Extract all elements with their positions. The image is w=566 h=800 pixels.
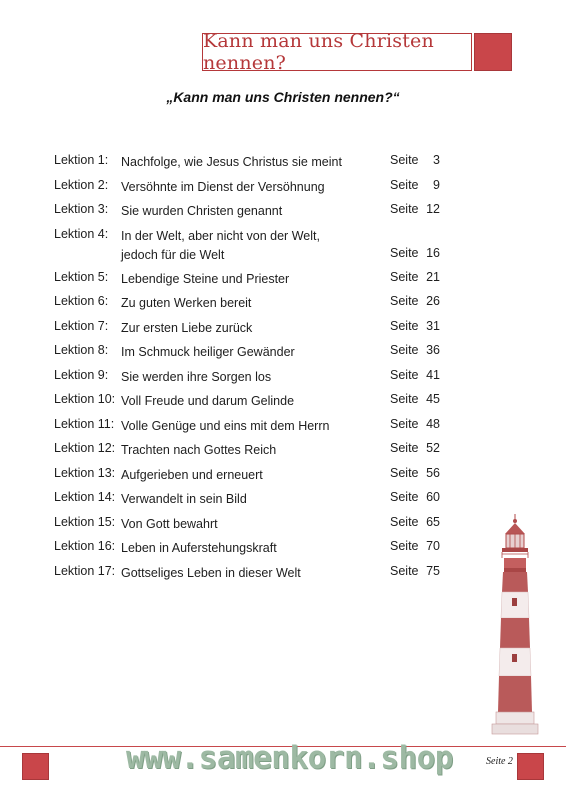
toc-page-label: Seite <box>390 490 419 504</box>
toc-lesson-label: Lektion 15: <box>54 514 116 529</box>
toc-lesson-title-line: Sie werden ihre Sorgen los <box>121 369 272 384</box>
toc-lesson-title-line: In der Welt, aber nicht von der Welt, <box>121 228 320 243</box>
toc-lesson-label: Lektion 4: <box>54 226 109 241</box>
toc-row <box>54 490 454 515</box>
toc-lesson-title <box>121 441 276 460</box>
toc-row <box>54 564 454 589</box>
site-url[interactable]: www.samenkorn.shop <box>126 740 453 776</box>
toc-page-number: 21 <box>426 269 440 284</box>
toc-lesson-label: Lektion 3: <box>54 202 109 216</box>
toc-lesson-title-line: Volle Genüge und eins mit dem Herrn <box>121 418 330 433</box>
toc-lesson-title <box>121 417 329 436</box>
toc-row <box>54 417 454 442</box>
toc-page-number: 45 <box>426 392 440 406</box>
toc-page-number: 41 <box>426 367 440 382</box>
toc-page-ref <box>390 417 440 431</box>
toc-page-label: Seite <box>390 465 419 480</box>
toc-lesson-title-line: Nachfolge, wie Jesus Christus sie meint <box>121 155 342 169</box>
toc-page-number: 65 <box>426 514 440 529</box>
toc-lesson-title-line: Verwandelt in sein Bild <box>121 492 247 506</box>
toc-lesson-label: Lektion 17: <box>54 563 116 578</box>
toc-lesson-title <box>121 564 301 583</box>
toc-row <box>54 153 454 178</box>
toc-page-number: 48 <box>426 416 440 431</box>
document-title: „Kann man uns Christen nennen?“ <box>166 89 400 105</box>
toc-lesson-title-line: Aufgerieben und erneuert <box>121 467 263 482</box>
toc-row <box>54 515 454 540</box>
toc-row <box>54 178 454 203</box>
toc-page-number: 3 <box>433 153 440 167</box>
toc-row <box>54 343 454 368</box>
toc-row <box>54 294 454 319</box>
header-title: Kann man uns Christen nennen? <box>203 30 434 74</box>
toc-row <box>54 227 454 270</box>
toc-lesson-title <box>121 178 325 197</box>
toc-page-label: Seite <box>390 269 419 284</box>
toc-page-number: 12 <box>426 202 440 216</box>
toc-page-label: Seite <box>390 392 419 406</box>
toc-row <box>54 368 454 393</box>
toc-page-ref <box>390 441 440 455</box>
header-title-box <box>202 30 472 74</box>
header-accent-square <box>474 33 512 71</box>
page-number: Seite 2 <box>486 756 513 767</box>
toc-page-label: Seite <box>390 441 419 455</box>
toc-lesson-title-line: Von Gott bewahrt <box>121 516 218 531</box>
toc-lesson-title <box>121 153 342 172</box>
toc-lesson-title <box>121 392 294 411</box>
toc-page-number: 75 <box>426 563 440 578</box>
toc-row <box>54 441 454 466</box>
footer-accent-square-left <box>22 753 49 780</box>
toc-page-number: 36 <box>426 343 440 357</box>
toc-lesson-title-line: Im Schmuck heiliger Gewänder <box>121 345 295 359</box>
toc-page-ref <box>390 368 440 382</box>
toc-page-ref <box>390 319 440 333</box>
toc-page-label: Seite <box>390 202 419 216</box>
toc-page-label: Seite <box>390 367 419 382</box>
toc-lesson-label: Lektion 10: <box>54 392 116 406</box>
toc-lesson-title-line: Versöhnte im Dienst der Versöhnung <box>121 179 325 194</box>
toc-lesson-label: Lektion 8: <box>54 343 109 357</box>
toc-page-label: Seite <box>390 318 419 333</box>
toc-lesson-title-line: Leben in Auferstehungskraft <box>121 541 277 555</box>
toc-page-ref <box>390 246 440 260</box>
toc-lesson-title <box>121 319 252 338</box>
toc-page-label: Seite <box>390 539 419 553</box>
toc-row <box>54 202 454 227</box>
toc-lesson-title-line: jedoch für die Welt <box>121 247 225 262</box>
toc-page-number: 31 <box>426 318 440 333</box>
toc-lesson-title-line: Voll Freude und darum Gelinde <box>121 394 295 408</box>
toc-page-ref <box>390 515 440 529</box>
toc-lesson-title <box>121 343 295 362</box>
toc-page-ref <box>390 392 440 406</box>
toc-row <box>54 466 454 491</box>
toc-lesson-label: Lektion 7: <box>54 318 109 333</box>
toc-lesson-label: Lektion 13: <box>54 465 116 480</box>
toc-lesson-title <box>121 515 218 534</box>
toc-page-label: Seite <box>390 245 419 260</box>
toc-lesson-label: Lektion 6: <box>54 294 109 308</box>
toc-lesson-title-line: Gottseliges Leben in dieser Welt <box>121 565 301 580</box>
toc-page-ref <box>390 564 440 578</box>
toc-row <box>54 539 454 564</box>
toc-lesson-title <box>121 294 251 313</box>
toc-page-label: Seite <box>390 153 419 167</box>
toc-page-ref <box>390 343 440 357</box>
toc-row <box>54 392 454 417</box>
toc-page-number: 9 <box>433 177 440 192</box>
toc-page-number: 16 <box>426 245 440 260</box>
toc-page-ref <box>390 153 440 167</box>
toc-lesson-label: Lektion 12: <box>54 441 116 455</box>
toc-page-ref <box>390 270 440 284</box>
toc-lesson-title-line: Zur ersten Liebe zurück <box>121 320 253 335</box>
toc-lesson-label: Lektion 16: <box>54 539 116 553</box>
toc-lesson-title <box>121 227 320 265</box>
toc-lesson-title <box>121 466 263 485</box>
toc-lesson-label: Lektion 1: <box>54 153 109 167</box>
toc-lesson-title <box>121 202 282 221</box>
table-of-contents <box>54 153 454 588</box>
lighthouse-icon <box>488 514 542 740</box>
toc-page-label: Seite <box>390 416 419 431</box>
toc-row <box>54 270 454 295</box>
toc-page-ref <box>390 539 440 553</box>
toc-page-label: Seite <box>390 343 419 357</box>
toc-lesson-title-line: Sie wurden Christen genannt <box>121 204 283 218</box>
toc-page-ref <box>390 490 440 504</box>
toc-lesson-title <box>121 539 277 558</box>
toc-page-number: 56 <box>426 465 440 480</box>
toc-page-ref <box>390 294 440 308</box>
toc-page-label: Seite <box>390 294 419 308</box>
toc-page-ref <box>390 202 440 216</box>
toc-page-label: Seite <box>390 177 419 192</box>
toc-page-number: 60 <box>426 490 440 504</box>
toc-lesson-title-line: Lebendige Steine und Priester <box>121 271 290 286</box>
toc-page-ref <box>390 178 440 192</box>
toc-lesson-title-line: Trachten nach Gottes Reich <box>121 443 277 457</box>
toc-lesson-label: Lektion 9: <box>54 367 109 382</box>
toc-lesson-title <box>121 368 271 387</box>
toc-page-number: 52 <box>426 441 440 455</box>
toc-lesson-label: Lektion 11: <box>54 416 115 431</box>
toc-page-number: 70 <box>426 539 440 553</box>
toc-lesson-title <box>121 490 247 509</box>
toc-page-number: 26 <box>426 294 440 308</box>
toc-lesson-label: Lektion 5: <box>54 269 109 284</box>
footer-accent-square-right <box>517 753 544 780</box>
toc-page-label: Seite <box>390 514 419 529</box>
toc-lesson-title-line: Zu guten Werken bereit <box>121 296 252 310</box>
toc-lesson-label: Lektion 14: <box>54 490 116 504</box>
toc-lesson-label: Lektion 2: <box>54 177 109 192</box>
toc-row <box>54 319 454 344</box>
toc-lesson-title <box>121 270 289 289</box>
toc-page-ref <box>390 466 440 480</box>
toc-page-label: Seite <box>390 563 419 578</box>
